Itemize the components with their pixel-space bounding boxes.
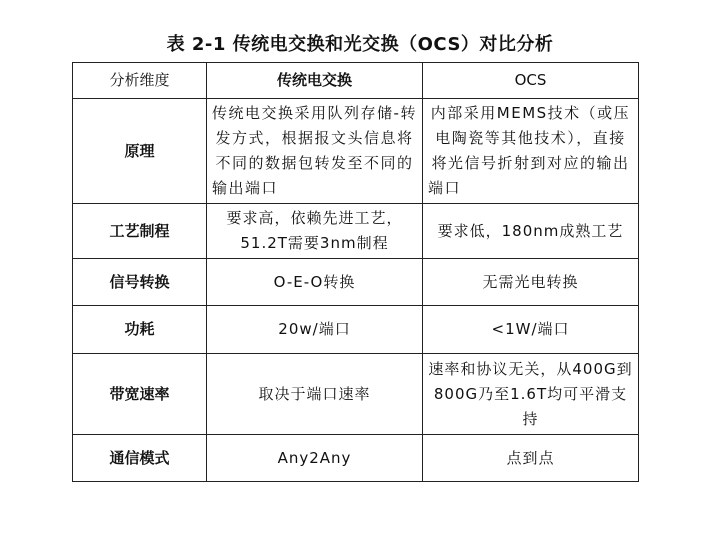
header-ocs: OCS <box>423 63 639 99</box>
cell-electrical: Any2Any <box>207 435 423 482</box>
table-row <box>73 259 639 306</box>
header-electrical: 传统电交换 <box>207 63 423 99</box>
cell-ocs: 无需光电转换 <box>423 259 639 306</box>
comparison-table <box>72 62 639 482</box>
cell-electrical: 要求高，依赖先进工艺，51.2T需要3nm制程 <box>207 204 423 259</box>
cell-electrical: 传统电交换采用队列存储-转发方式，根据报文头信息将不同的数据包转发至不同的输出端口 <box>207 99 423 204</box>
table-row <box>73 204 639 259</box>
cell-electrical: 20w/端口 <box>207 306 423 354</box>
table-row <box>73 306 639 354</box>
row-dimension: 带宽速率 <box>73 354 207 435</box>
cell-ocs: <1W/端口 <box>423 306 639 354</box>
table-header-row <box>73 63 639 99</box>
row-dimension: 通信模式 <box>73 435 207 482</box>
cell-electrical: O-E-O转换 <box>207 259 423 306</box>
row-dimension: 原理 <box>73 99 207 204</box>
cell-ocs: 要求低，180nm成熟工艺 <box>423 204 639 259</box>
cell-ocs: 速率和协议无关，从400G到800G乃至1.6T均可平滑支持 <box>423 354 639 435</box>
cell-ocs: 点到点 <box>423 435 639 482</box>
table-row <box>73 354 639 435</box>
row-dimension: 工艺制程 <box>73 204 207 259</box>
row-dimension: 功耗 <box>73 306 207 354</box>
cell-ocs: 内部采用MEMS技术（或压电陶瓷等其他技术），直接将光信号折射到对应的输出端口 <box>423 99 639 204</box>
header-dimension: 分析维度 <box>73 63 207 99</box>
table-row <box>73 435 639 482</box>
cell-electrical: 取决于端口速率 <box>207 354 423 435</box>
row-dimension: 信号转换 <box>73 259 207 306</box>
table-row <box>73 99 639 204</box>
table-caption: 表 2-1 传统电交换和光交换（OCS）对比分析 <box>166 34 554 55</box>
